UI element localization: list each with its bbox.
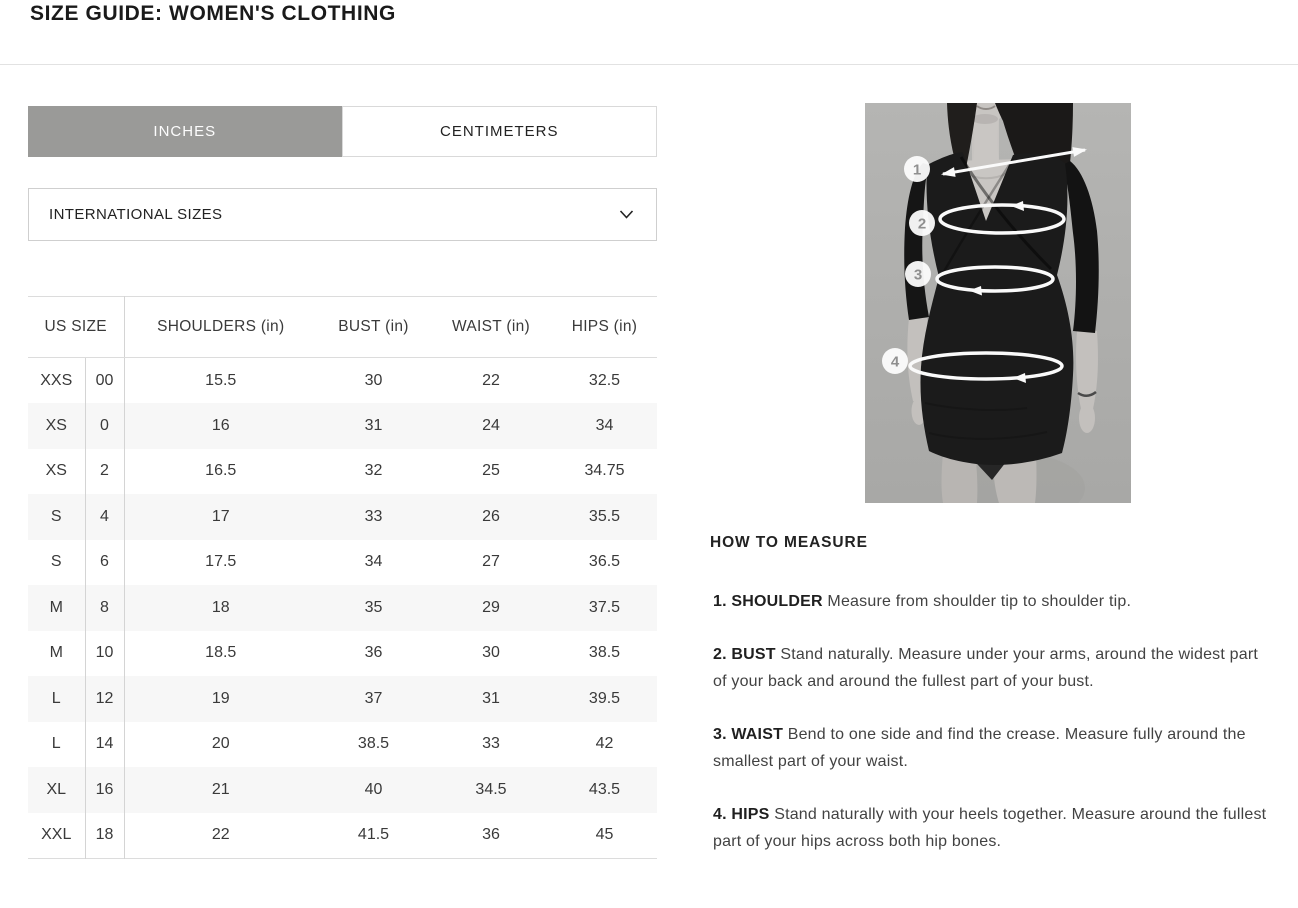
svg-text:2: 2 bbox=[917, 215, 927, 233]
chevron-down-icon bbox=[619, 206, 634, 224]
step-label: 1. SHOULDER bbox=[713, 593, 823, 610]
table-row bbox=[28, 631, 657, 677]
table-row bbox=[28, 449, 657, 495]
cell-size-number: 14 bbox=[85, 722, 124, 768]
unit-tabs bbox=[28, 106, 657, 157]
cell-bust: 38.5 bbox=[357, 735, 390, 753]
marker-2 bbox=[909, 210, 935, 236]
cell-size-letter: XXL bbox=[28, 813, 85, 859]
cell-size-number: 0 bbox=[85, 403, 124, 449]
cell-waist: 34.5 bbox=[475, 780, 507, 798]
cell-hips: 39.5 bbox=[588, 689, 621, 707]
cell-bust: 31 bbox=[364, 416, 383, 434]
cell-shoulders: 16.5 bbox=[205, 462, 237, 480]
cell-size-letter: XL bbox=[28, 767, 85, 813]
cell-size-letter: XXS bbox=[28, 358, 85, 404]
cell-size-number: 4 bbox=[85, 494, 124, 540]
cell-hips: 43.5 bbox=[588, 780, 621, 798]
col-shoulders: SHOULDERS (in) bbox=[124, 297, 317, 358]
table-row bbox=[28, 676, 657, 722]
step-text: Bend to one side and find the crease. Measure fully around the smallest part of your waist. bbox=[713, 726, 1246, 770]
cell-bust: 32 bbox=[364, 462, 383, 480]
cell-shoulders: 18.5 bbox=[205, 644, 237, 662]
cell-size-letter: L bbox=[28, 676, 85, 722]
tab-inches[interactable] bbox=[28, 106, 342, 157]
cell-waist: 31 bbox=[482, 689, 500, 707]
cell-waist: 30 bbox=[482, 644, 500, 662]
table-row bbox=[28, 585, 657, 631]
dress-body bbox=[917, 152, 1073, 465]
cell-size-number: 18 bbox=[85, 813, 124, 859]
cell-size-number: 00 bbox=[85, 358, 124, 404]
cell-bust: 41.5 bbox=[357, 826, 390, 843]
measure-step-hips bbox=[710, 801, 1270, 855]
how-to-measure-heading: HOW TO MEASURE bbox=[710, 534, 868, 551]
header-row bbox=[28, 297, 657, 358]
svg-text:1: 1 bbox=[912, 161, 922, 179]
cell-waist: 36 bbox=[482, 826, 500, 843]
cell-shoulders: 22 bbox=[211, 826, 230, 843]
size-guide-left-column bbox=[28, 106, 657, 859]
measure-step-waist bbox=[710, 721, 1270, 775]
cell-shoulders: 18 bbox=[211, 598, 230, 616]
marker-4 bbox=[882, 348, 908, 374]
cell-shoulders: 16 bbox=[211, 416, 230, 434]
cell-shoulders: 19 bbox=[211, 689, 230, 707]
page-title: SIZE GUIDE: WOMEN'S CLOTHING bbox=[30, 2, 396, 25]
measurement-figure bbox=[865, 103, 1131, 503]
step-text: Measure from shoulder tip to shoulder tip. bbox=[822, 593, 1132, 610]
table-row bbox=[28, 358, 657, 404]
cell-size-number: 16 bbox=[85, 767, 124, 813]
cell-waist: 22 bbox=[482, 371, 500, 389]
step-label: 3. WAIST bbox=[713, 726, 784, 743]
cell-hips: 34.75 bbox=[584, 462, 625, 480]
cell-bust: 40 bbox=[364, 780, 383, 798]
international-sizes-dropdown[interactable] bbox=[28, 188, 657, 241]
cell-shoulders: 20 bbox=[211, 735, 230, 753]
col-us-size: US SIZE bbox=[28, 297, 124, 358]
tab-inches-label: INCHES bbox=[153, 123, 217, 140]
cell-waist: 33 bbox=[482, 735, 500, 753]
step-label: 2. BUST bbox=[713, 646, 776, 663]
table-row bbox=[28, 813, 657, 859]
cell-size-letter: XS bbox=[28, 449, 85, 495]
size-table bbox=[28, 296, 657, 859]
table-row bbox=[28, 767, 657, 813]
cell-hips: 38.5 bbox=[588, 644, 621, 662]
cell-waist: 26 bbox=[482, 507, 500, 525]
cell-bust: 37 bbox=[364, 689, 383, 707]
cell-shoulders: 15.5 bbox=[205, 371, 237, 389]
cell-waist: 29 bbox=[482, 598, 500, 616]
cell-waist: 24 bbox=[482, 416, 500, 434]
cell-bust: 36 bbox=[364, 644, 383, 662]
cell-bust: 33 bbox=[364, 507, 383, 525]
cell-hips: 35.5 bbox=[588, 507, 621, 525]
marker-1 bbox=[904, 156, 930, 182]
cell-size-letter: M bbox=[28, 585, 85, 631]
measure-step-bust bbox=[710, 641, 1270, 695]
svg-text:4: 4 bbox=[890, 353, 900, 371]
cell-shoulders: 17.5 bbox=[205, 553, 237, 571]
how-to-measure-column bbox=[710, 103, 1270, 855]
measure-step-shoulder bbox=[710, 588, 1270, 615]
svg-text:3: 3 bbox=[913, 266, 923, 284]
cell-shoulders: 21 bbox=[211, 780, 230, 798]
cell-hips: 32.5 bbox=[588, 371, 621, 389]
cell-size-number: 10 bbox=[85, 631, 124, 677]
model-image bbox=[865, 103, 1131, 503]
col-bust: BUST (in) bbox=[317, 297, 430, 358]
dropdown-selected-value: INTERNATIONAL SIZES bbox=[49, 206, 223, 223]
tab-centimeters-label: CENTIMETERS bbox=[439, 123, 559, 140]
cell-size-letter: S bbox=[28, 540, 85, 586]
model-arm-right bbox=[1076, 331, 1098, 409]
col-waist: WAIST (in) bbox=[430, 297, 552, 358]
tab-centimeters[interactable] bbox=[342, 106, 658, 157]
step-label: 4. HIPS bbox=[713, 806, 770, 823]
cell-hips: 37.5 bbox=[588, 598, 621, 616]
cell-size-number: 6 bbox=[85, 540, 124, 586]
marker-3 bbox=[905, 261, 931, 287]
table-row bbox=[28, 540, 657, 586]
cell-hips: 34 bbox=[595, 416, 614, 434]
cell-size-letter: L bbox=[28, 722, 85, 768]
cell-size-number: 2 bbox=[85, 449, 124, 495]
table-row bbox=[28, 494, 657, 540]
cell-hips: 45 bbox=[595, 826, 614, 843]
size-table-header bbox=[28, 297, 657, 358]
step-text: Stand naturally. Measure under your arms, around the widest part of your back and around the fullest part of your bust. bbox=[713, 646, 1259, 690]
cell-size-number: 8 bbox=[85, 585, 124, 631]
col-hips: HIPS (in) bbox=[552, 297, 657, 358]
table-row bbox=[28, 722, 657, 768]
cell-bust: 34 bbox=[364, 553, 383, 571]
cell-size-letter: XS bbox=[28, 403, 85, 449]
cell-hips: 36.5 bbox=[588, 553, 621, 571]
cell-bust: 35 bbox=[364, 598, 383, 616]
cell-waist: 25 bbox=[482, 462, 500, 480]
cell-size-letter: M bbox=[28, 631, 85, 677]
table-row bbox=[28, 403, 657, 449]
size-table-body bbox=[28, 358, 657, 859]
cell-waist: 27 bbox=[482, 553, 500, 571]
cell-size-letter: S bbox=[28, 494, 85, 540]
title-divider bbox=[0, 64, 1298, 65]
cell-size-number: 12 bbox=[85, 676, 124, 722]
cell-shoulders: 17 bbox=[211, 507, 230, 525]
step-text: Stand naturally with your heels together. Measure around the fullest part of your hips across both hip bones. bbox=[713, 806, 1267, 850]
cell-bust: 30 bbox=[364, 371, 383, 389]
cell-hips: 42 bbox=[595, 735, 614, 753]
